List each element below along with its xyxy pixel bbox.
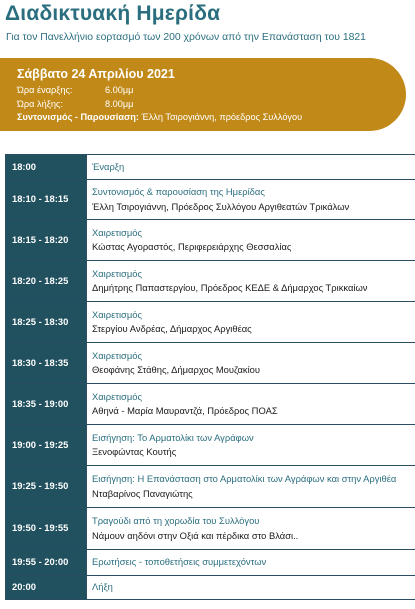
table-row <box>6 425 415 466</box>
row-description <box>87 425 415 466</box>
row-time: 19:50 - 19:55 <box>6 508 87 550</box>
row-title: Τραγούδι από τη χορωδία του Συλλόγου <box>92 515 260 526</box>
row-description <box>87 508 415 550</box>
row-description <box>87 576 415 600</box>
row-time: 20:00 <box>6 576 87 600</box>
row-title: Χαιρετισμός <box>92 390 142 402</box>
row-time: 18:35 - 19:00 <box>6 384 87 425</box>
row-time: 18:25 - 18:30 <box>6 302 87 343</box>
row-title: Έναρξη <box>92 160 125 172</box>
row-description <box>87 261 415 302</box>
coordination-label: Συντονισμός - Παρουσίαση: <box>17 112 139 122</box>
table-row <box>6 220 415 261</box>
row-time: 18:20 - 18:25 <box>6 261 87 302</box>
row-title: Συντονισμός & παρουσίαση της Ημερίδας <box>92 186 265 197</box>
row-speaker: Δημήτρης Παπαστεργίου, Πρόεδρος ΚΕΔΕ & Δήμαρχος Τρικκαίων <box>92 282 368 293</box>
row-title: Εισήγηση: Το Αρματολίκι των Αγράφων <box>92 431 254 443</box>
page-subtitle: Για τον Πανελλήνιο εορτασμό των 200 χρόνων από την Επανάσταση του 1821 <box>6 32 366 43</box>
row-time: 18:00 <box>6 155 87 180</box>
table-row <box>6 508 415 550</box>
row-title: Χαιρετισμός <box>92 349 142 361</box>
table-row <box>6 550 415 576</box>
coordination-line <box>17 112 302 122</box>
row-description <box>87 466 415 508</box>
row-speaker: Νάμουν αηδόνι στην Οξιά και πέρδικα στο Βλάσι.. <box>92 529 299 541</box>
row-description <box>87 550 415 576</box>
start-time-label: Ώρα έναρξης: <box>17 85 73 95</box>
table-row <box>6 576 415 600</box>
row-title: Χαιρετισμός <box>92 267 142 279</box>
table-row <box>6 180 415 220</box>
table-row <box>6 384 415 425</box>
row-time: 19:00 - 19:25 <box>6 425 87 466</box>
row-title: Χαιρετισμός <box>92 226 142 238</box>
table-row <box>6 302 415 343</box>
row-speaker: Νταβαρίνος Παναγιώτης <box>92 487 193 499</box>
row-speaker: Στεργίου Ανδρέας, Δήμαρχος Αργιθέας <box>92 323 252 334</box>
row-description <box>87 384 415 425</box>
row-title: Εισήγηση: Η Επανάσταση στο Αρματολίκι των Αγράφων και στην Αργιθέα <box>92 473 397 484</box>
row-speaker: Κώστας Αγοραστός, Περιφερειάρχης Θεσσαλίας <box>92 241 292 252</box>
row-time: 18:10 - 18:15 <box>6 180 87 220</box>
end-time-line <box>17 99 133 109</box>
row-speaker: Θεοφάνης Στάθης, Δήμαρχος Μουζακίου <box>92 364 261 375</box>
table-row <box>6 343 415 384</box>
row-description <box>87 180 415 220</box>
row-title: Χαιρετισμός <box>92 308 142 320</box>
row-time: 18:15 - 18:20 <box>6 220 87 261</box>
start-time-value: 6.00μμ <box>105 85 134 95</box>
row-time: 18:30 - 18:35 <box>6 343 87 384</box>
row-speaker: Έλλη Τσιρογιάννη, Πρόεδρος Συλλόγου Αργιθεατών Τρικάλων <box>92 200 350 212</box>
table-row <box>6 155 415 180</box>
start-time-line <box>17 85 133 95</box>
row-title: Λήξη <box>92 581 113 593</box>
row-time: 19:25 - 19:50 <box>6 466 87 508</box>
table-row <box>6 466 415 508</box>
coordination-value: Έλλη Τσιρογιάννη, πρόεδρος Συλλόγου <box>141 112 303 122</box>
table-row <box>6 261 415 302</box>
row-title: Ερωτήσεις - τοποθετήσεις συμμετεχόντων <box>92 556 267 568</box>
event-date: Σάββατο 24 Απριλίου 2021 <box>17 67 175 81</box>
program-table <box>5 154 415 600</box>
row-speaker: Ξενοφώντας Κουτής <box>92 446 177 457</box>
row-description <box>87 155 415 180</box>
row-speaker: Αθηνά - Μαρία Μαυραντζά, Πρόεδρος ΠΟΑΣ <box>92 405 278 416</box>
row-description <box>87 343 415 384</box>
row-time: 19:55 - 20:00 <box>6 550 87 576</box>
row-description <box>87 302 415 343</box>
end-time-value: 8.00μμ <box>105 99 134 109</box>
end-time-label: Ώρα λήξης: <box>17 99 63 109</box>
row-description <box>87 220 415 261</box>
page-title: Διαδικτυακή Ημερίδα <box>5 2 221 25</box>
